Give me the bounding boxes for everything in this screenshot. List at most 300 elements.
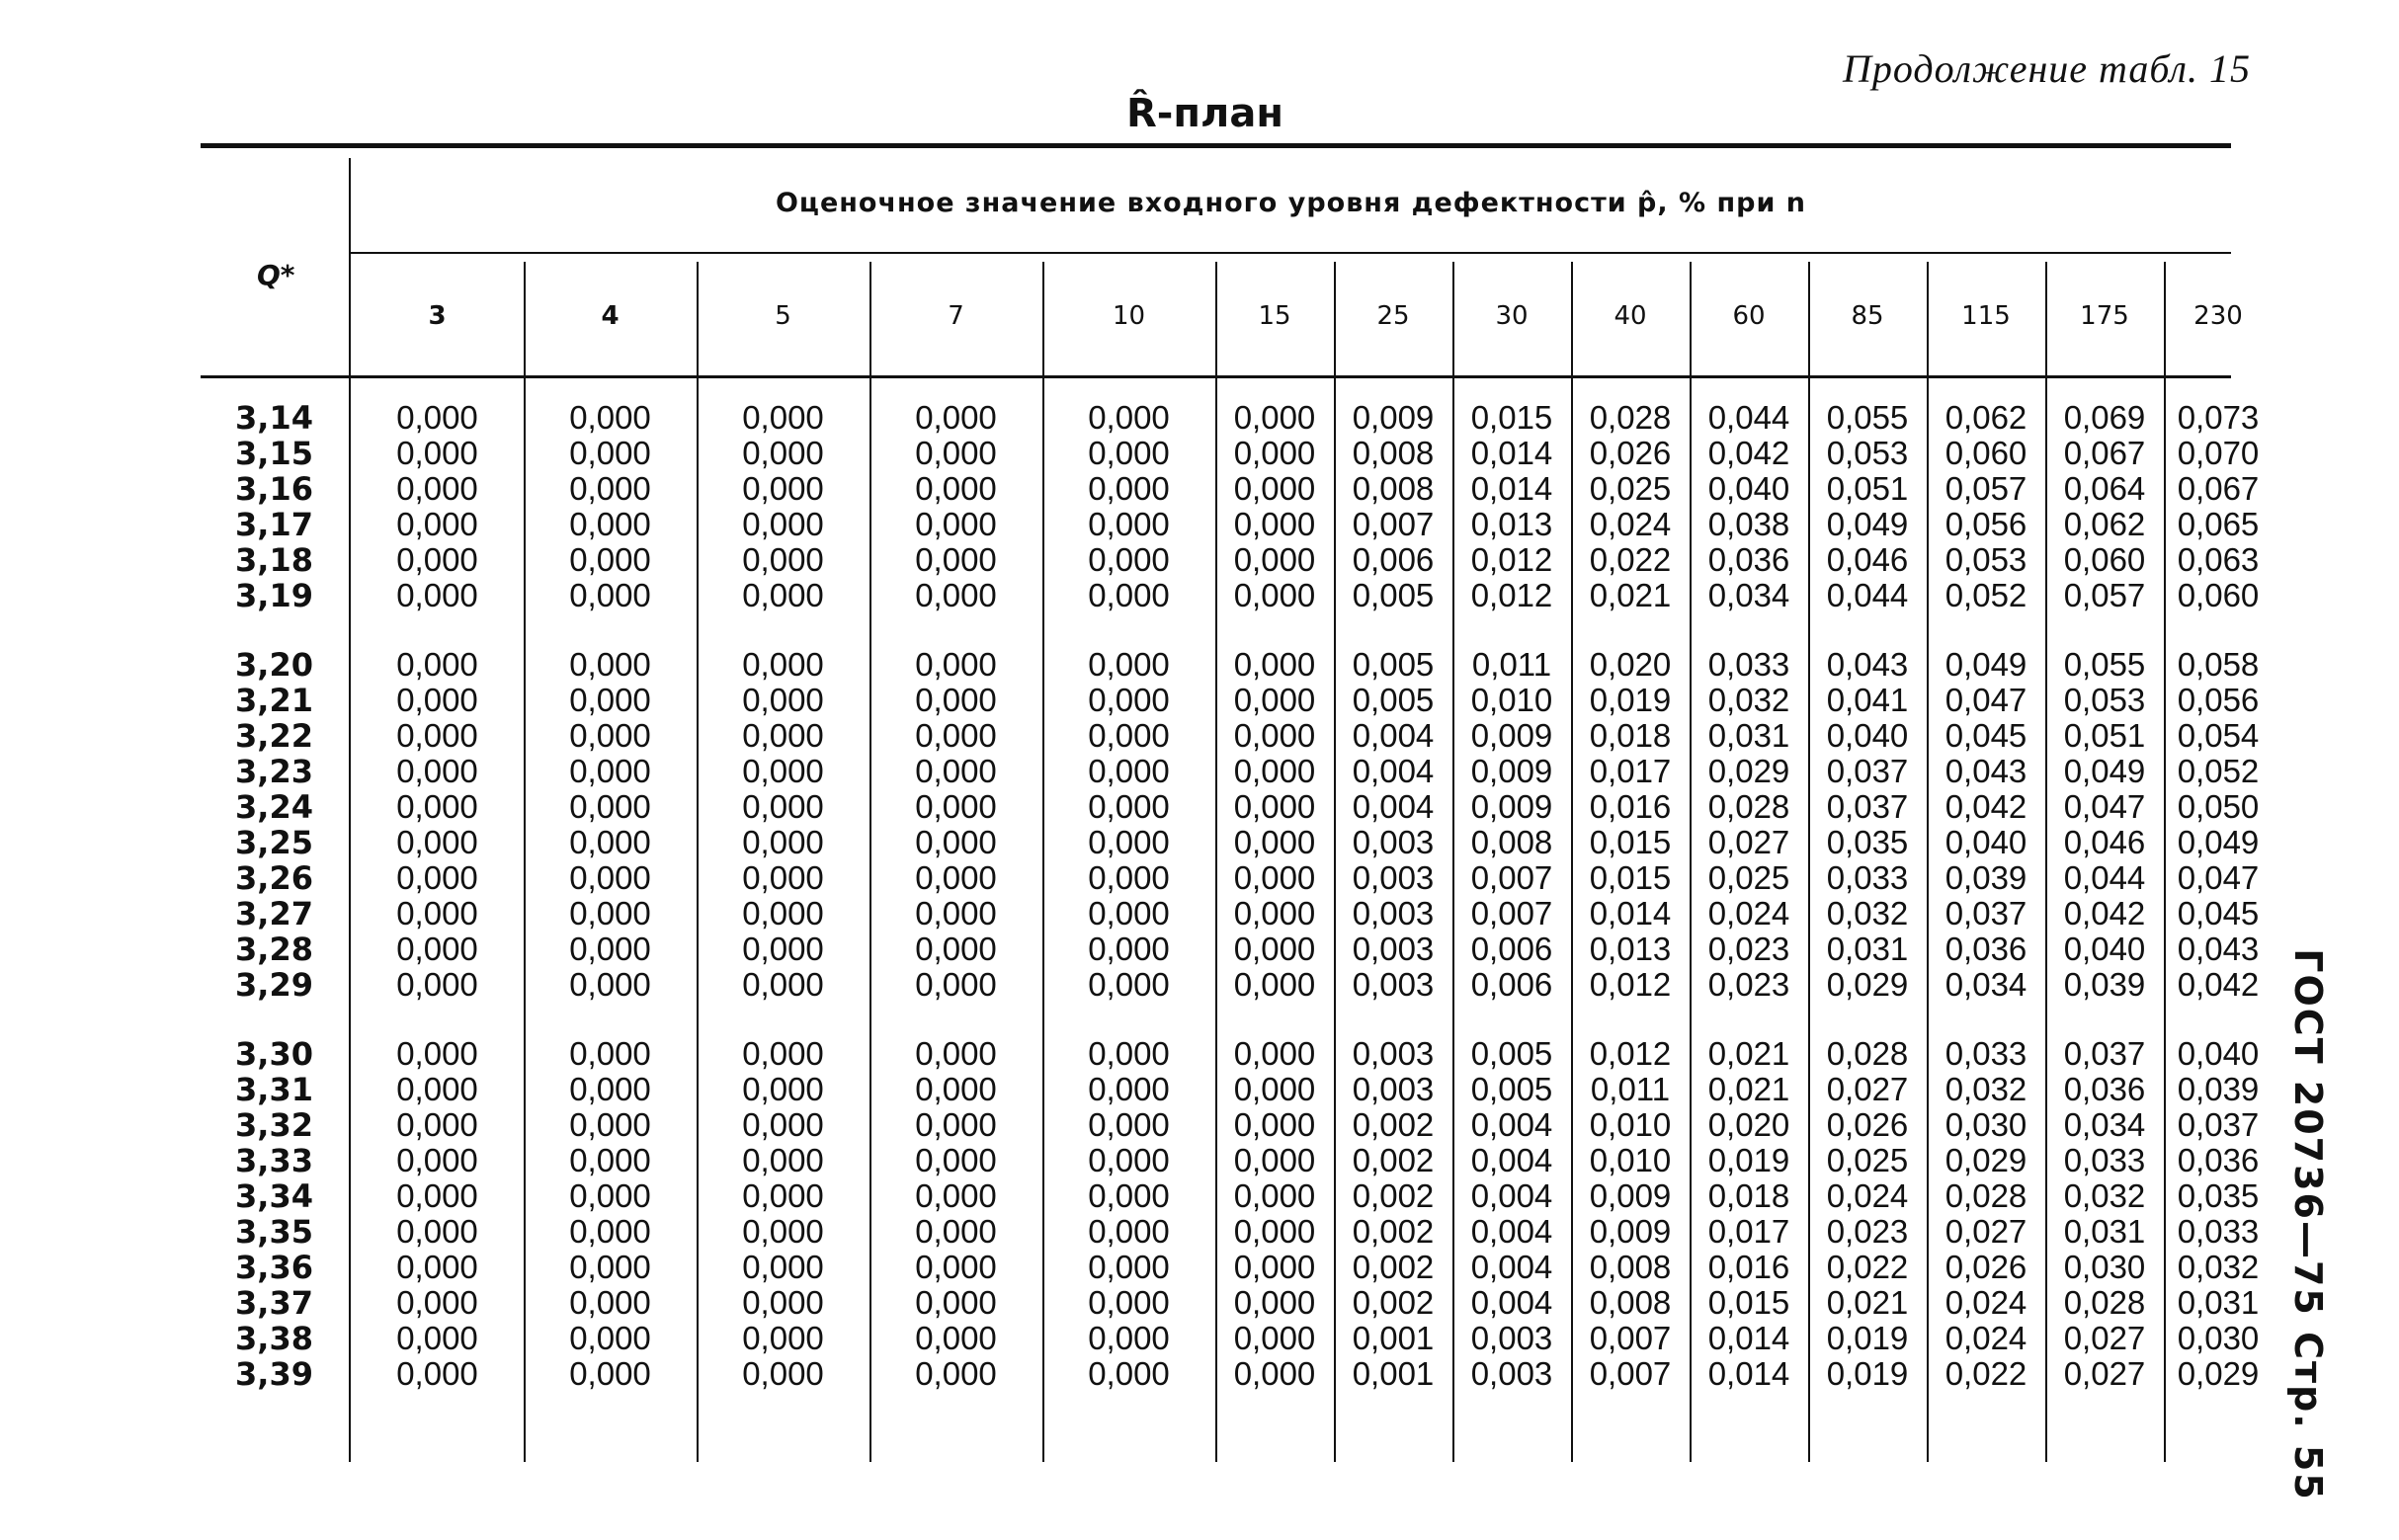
table-cell: 0,000 bbox=[1233, 1249, 1316, 1285]
table-cell: 0,000 bbox=[915, 541, 997, 578]
table-cell: 0,000 bbox=[915, 1177, 997, 1214]
table-cell: 0,000 bbox=[1088, 1177, 1170, 1214]
table-cell: 0,000 bbox=[1088, 1071, 1170, 1107]
table-cell: 0,004 bbox=[1470, 1177, 1553, 1214]
column-header: 3 bbox=[428, 301, 447, 331]
table-cell: 0,000 bbox=[569, 1071, 651, 1107]
table-cell: 0,067 bbox=[2063, 435, 2146, 471]
table-cell: 0,004 bbox=[1352, 788, 1435, 825]
table-cell: 0,014 bbox=[1707, 1355, 1790, 1392]
table-cell: 0,007 bbox=[1470, 895, 1553, 932]
table-cell: 0,023 bbox=[1707, 966, 1790, 1003]
table-cell: 0,000 bbox=[1088, 399, 1170, 436]
data-group bbox=[1571, 400, 1690, 613]
table-cell: 0,000 bbox=[742, 435, 824, 471]
table-cell: 0,043 bbox=[2177, 931, 2260, 967]
table-cell: 0,000 bbox=[1088, 1355, 1170, 1392]
data-column bbox=[1334, 400, 1452, 1392]
table-cell: 0,004 bbox=[1470, 1284, 1553, 1321]
table-cell: 0,020 bbox=[1589, 646, 1672, 683]
table-cell: 0,002 bbox=[1352, 1213, 1435, 1250]
table-cell: 0,025 bbox=[1707, 859, 1790, 896]
table-cell: 0,037 bbox=[1944, 895, 2027, 932]
table-cell: 0,029 bbox=[1707, 753, 1790, 789]
table-cell: 0,018 bbox=[1589, 717, 1672, 754]
data-group bbox=[1215, 647, 1334, 1003]
table-cell: 0,000 bbox=[1088, 435, 1170, 471]
table-cell: 0,014 bbox=[1470, 470, 1553, 507]
table-cell: 0,000 bbox=[742, 931, 824, 967]
table-cell: 0,013 bbox=[1589, 931, 1672, 967]
data-group bbox=[1042, 400, 1215, 613]
data-group bbox=[1334, 647, 1452, 1003]
table-cell: 0,069 bbox=[2063, 399, 2146, 436]
table-cell: 0,000 bbox=[396, 859, 478, 896]
table-cell: 0,000 bbox=[396, 577, 478, 613]
table-cell: 0,000 bbox=[1088, 859, 1170, 896]
table-cell: 0,000 bbox=[742, 753, 824, 789]
data-group bbox=[1452, 1036, 1571, 1392]
table-cell: 0,005 bbox=[1470, 1071, 1553, 1107]
table-cell: 0,000 bbox=[742, 470, 824, 507]
table-cell: 0,040 bbox=[2177, 1035, 2260, 1072]
table-cell: 0,000 bbox=[915, 966, 997, 1003]
table-cell: 0,000 bbox=[569, 824, 651, 860]
table-cell: 0,005 bbox=[1352, 682, 1435, 718]
table-cell: 0,000 bbox=[569, 541, 651, 578]
table-cell: 0,042 bbox=[1707, 435, 1790, 471]
table-cell: 0,007 bbox=[1589, 1320, 1672, 1356]
table-cell: 0,028 bbox=[1707, 788, 1790, 825]
table-cell: 0,024 bbox=[1826, 1177, 1909, 1214]
table-cell: 0,064 bbox=[2063, 470, 2146, 507]
table-cell: 0,049 bbox=[2177, 824, 2260, 860]
column-header: 30 bbox=[1495, 301, 1529, 331]
table-cell: 0,002 bbox=[1352, 1142, 1435, 1178]
table-cell: 0,000 bbox=[915, 1213, 997, 1250]
table-cell: 0,043 bbox=[1826, 646, 1909, 683]
data-group bbox=[2164, 400, 2273, 613]
table-cell: 0,000 bbox=[569, 1249, 651, 1285]
data-group bbox=[1927, 647, 2045, 1003]
table-cell: 0,000 bbox=[1088, 577, 1170, 613]
table-cell: 0,053 bbox=[2063, 682, 2146, 718]
table-cell: 0,062 bbox=[2063, 506, 2146, 542]
table-cell: 0,039 bbox=[2063, 966, 2146, 1003]
data-column bbox=[1927, 400, 2045, 1392]
table-cell: 0,040 bbox=[1944, 824, 2027, 860]
q-value: 3,39 bbox=[235, 1355, 313, 1393]
table-cell: 0,067 bbox=[2177, 470, 2260, 507]
column-header: 40 bbox=[1613, 301, 1647, 331]
data-group bbox=[1452, 400, 1571, 613]
table-cell: 0,003 bbox=[1352, 859, 1435, 896]
data-group bbox=[1215, 400, 1334, 613]
table-cell: 0,000 bbox=[915, 435, 997, 471]
table-cell: 0,000 bbox=[915, 1035, 997, 1072]
q-group bbox=[203, 1036, 346, 1392]
table-cell: 0,000 bbox=[1088, 1035, 1170, 1072]
table-cell: 0,000 bbox=[569, 682, 651, 718]
data-group bbox=[869, 647, 1042, 1003]
table-cell: 0,000 bbox=[1088, 753, 1170, 789]
table-cell: 0,014 bbox=[1470, 435, 1553, 471]
table-cell: 0,058 bbox=[2177, 646, 2260, 683]
q-value: 3,35 bbox=[235, 1213, 313, 1251]
table-cell: 0,036 bbox=[1944, 931, 2027, 967]
table-cell: 0,000 bbox=[915, 1106, 997, 1143]
table-cell: 0,060 bbox=[2063, 541, 2146, 578]
data-group bbox=[1690, 1036, 1808, 1392]
table-cell: 0,006 bbox=[1470, 966, 1553, 1003]
table-cell: 0,047 bbox=[2063, 788, 2146, 825]
table-cell: 0,043 bbox=[1944, 753, 2027, 789]
table-cell: 0,000 bbox=[396, 682, 478, 718]
table-cell: 0,026 bbox=[1944, 1249, 2027, 1285]
table-cell: 0,003 bbox=[1352, 966, 1435, 1003]
data-group bbox=[1571, 1036, 1690, 1392]
table-cell: 0,073 bbox=[2177, 399, 2260, 436]
table-cell: 0,019 bbox=[1826, 1320, 1909, 1356]
table-cell: 0,000 bbox=[396, 1213, 478, 1250]
table-cell: 0,000 bbox=[1233, 577, 1316, 613]
table-cell: 0,000 bbox=[396, 435, 478, 471]
table-cell: 0,052 bbox=[2177, 753, 2260, 789]
table-cell: 0,044 bbox=[1707, 399, 1790, 436]
table-cell: 0,000 bbox=[1233, 788, 1316, 825]
table-cell: 0,004 bbox=[1470, 1213, 1553, 1250]
table-cell: 0,008 bbox=[1589, 1284, 1672, 1321]
q-value: 3,28 bbox=[235, 931, 313, 968]
table-cell: 0,000 bbox=[915, 1071, 997, 1107]
table-cell: 0,022 bbox=[1826, 1249, 1909, 1285]
table-cell: 0,009 bbox=[1352, 399, 1435, 436]
table-cell: 0,000 bbox=[1233, 541, 1316, 578]
table-cell: 0,006 bbox=[1352, 541, 1435, 578]
table-cell: 0,000 bbox=[1233, 1142, 1316, 1178]
table-cell: 0,000 bbox=[1088, 541, 1170, 578]
table-cell: 0,010 bbox=[1589, 1142, 1672, 1178]
data-group bbox=[351, 400, 524, 613]
table-cell: 0,024 bbox=[1944, 1284, 2027, 1321]
table-cell: 0,000 bbox=[915, 788, 997, 825]
table-cell: 0,000 bbox=[1233, 966, 1316, 1003]
table-cell: 0,027 bbox=[1707, 824, 1790, 860]
data-group bbox=[2045, 1036, 2164, 1392]
table-cell: 0,007 bbox=[1470, 859, 1553, 896]
table-cell: 0,006 bbox=[1470, 931, 1553, 967]
table-cell: 0,000 bbox=[396, 541, 478, 578]
table-cell: 0,004 bbox=[1470, 1106, 1553, 1143]
table-cell: 0,036 bbox=[1707, 541, 1790, 578]
table-cell: 0,000 bbox=[569, 1177, 651, 1214]
data-group bbox=[2164, 1036, 2273, 1392]
table-cell: 0,031 bbox=[2063, 1213, 2146, 1250]
data-column bbox=[2164, 400, 2273, 1392]
table-cell: 0,018 bbox=[1707, 1177, 1790, 1214]
column-header: 10 bbox=[1112, 301, 1146, 331]
table-cell: 0,028 bbox=[2063, 1284, 2146, 1321]
table-cell: 0,004 bbox=[1470, 1249, 1553, 1285]
table-cell: 0,039 bbox=[1944, 859, 2027, 896]
table-cell: 0,000 bbox=[1233, 1320, 1316, 1356]
table-cell: 0,046 bbox=[2063, 824, 2146, 860]
table-cell: 0,020 bbox=[1707, 1106, 1790, 1143]
table-cell: 0,042 bbox=[2063, 895, 2146, 932]
table-cell: 0,000 bbox=[1088, 895, 1170, 932]
table-cell: 0,008 bbox=[1352, 435, 1435, 471]
data-group bbox=[524, 400, 697, 613]
table-cell: 0,000 bbox=[569, 399, 651, 436]
table-cell: 0,000 bbox=[1233, 1213, 1316, 1250]
table-cell: 0,031 bbox=[1707, 717, 1790, 754]
table-cell: 0,027 bbox=[2063, 1355, 2146, 1392]
table-cell: 0,003 bbox=[1352, 931, 1435, 967]
table-cell: 0,019 bbox=[1707, 1142, 1790, 1178]
table-cell: 0,000 bbox=[569, 470, 651, 507]
table-cell: 0,060 bbox=[2177, 577, 2260, 613]
table-cell: 0,000 bbox=[569, 895, 651, 932]
table-cell: 0,000 bbox=[569, 1213, 651, 1250]
data-group bbox=[869, 400, 1042, 613]
table-cell: 0,004 bbox=[1352, 717, 1435, 754]
table-cell: 0,032 bbox=[1826, 895, 1909, 932]
table-cell: 0,000 bbox=[396, 646, 478, 683]
q-value: 3,17 bbox=[235, 506, 313, 543]
q-value: 3,16 bbox=[235, 470, 313, 508]
table-cell: 0,000 bbox=[742, 1177, 824, 1214]
table-cell: 0,000 bbox=[915, 895, 997, 932]
table-cell: 0,000 bbox=[742, 1284, 824, 1321]
data-group bbox=[1452, 647, 1571, 1003]
data-column bbox=[1571, 400, 1690, 1392]
data-group bbox=[1927, 400, 2045, 613]
table-cell: 0,000 bbox=[742, 895, 824, 932]
table-cell: 0,037 bbox=[2063, 1035, 2146, 1072]
table-cell: 0,000 bbox=[742, 506, 824, 542]
table-cell: 0,002 bbox=[1352, 1284, 1435, 1321]
q-value: 3,20 bbox=[235, 646, 313, 684]
table-cell: 0,033 bbox=[2063, 1142, 2146, 1178]
table-cell: 0,000 bbox=[915, 577, 997, 613]
column-header: 7 bbox=[948, 301, 964, 331]
table-cell: 0,000 bbox=[915, 1142, 997, 1178]
table-cell: 0,055 bbox=[1826, 399, 1909, 436]
table-cell: 0,000 bbox=[915, 1320, 997, 1356]
table-cell: 0,000 bbox=[396, 1355, 478, 1392]
table-cell: 0,000 bbox=[1233, 753, 1316, 789]
table-cell: 0,000 bbox=[1233, 646, 1316, 683]
table-cell: 0,000 bbox=[1233, 506, 1316, 542]
table-cell: 0,000 bbox=[396, 1035, 478, 1072]
table-cell: 0,000 bbox=[915, 824, 997, 860]
table-cell: 0,028 bbox=[1944, 1177, 2027, 1214]
table-cell: 0,000 bbox=[396, 895, 478, 932]
table-cell: 0,000 bbox=[1233, 470, 1316, 507]
data-column bbox=[697, 400, 869, 1392]
table-cell: 0,027 bbox=[1944, 1213, 2027, 1250]
q-value: 3,33 bbox=[235, 1142, 313, 1179]
table-cell: 0,000 bbox=[915, 1284, 997, 1321]
table-cell: 0,033 bbox=[2177, 1213, 2260, 1250]
data-group bbox=[1571, 647, 1690, 1003]
table-cell: 0,032 bbox=[1707, 682, 1790, 718]
table-cell: 0,011 bbox=[1471, 646, 1552, 683]
table-cell: 0,010 bbox=[1470, 682, 1553, 718]
table-cell: 0,044 bbox=[1826, 577, 1909, 613]
q-column bbox=[203, 400, 346, 1392]
table-cell: 0,034 bbox=[1707, 577, 1790, 613]
table-cell: 0,042 bbox=[2177, 966, 2260, 1003]
table-cell: 0,030 bbox=[1944, 1106, 2027, 1143]
table-cell: 0,070 bbox=[2177, 435, 2260, 471]
data-column bbox=[1808, 400, 1927, 1392]
table-cell: 0,000 bbox=[742, 682, 824, 718]
table-cell: 0,057 bbox=[1944, 470, 2027, 507]
data-group bbox=[1808, 647, 1927, 1003]
table-cell: 0,000 bbox=[1088, 470, 1170, 507]
table-cell: 0,003 bbox=[1352, 1035, 1435, 1072]
data-column bbox=[1042, 400, 1215, 1392]
table-cell: 0,051 bbox=[1826, 470, 1909, 507]
table-cell: 0,000 bbox=[396, 1249, 478, 1285]
table-cell: 0,000 bbox=[1233, 895, 1316, 932]
data-group bbox=[1042, 647, 1215, 1003]
table-cell: 0,000 bbox=[569, 788, 651, 825]
table-cell: 0,026 bbox=[1589, 435, 1672, 471]
table-cell: 0,000 bbox=[742, 966, 824, 1003]
table-cell: 0,000 bbox=[742, 399, 824, 436]
table-title: R̂-план bbox=[1126, 91, 1283, 136]
data-group bbox=[351, 647, 524, 1003]
table-cell: 0,023 bbox=[1707, 931, 1790, 967]
table-cell: 0,028 bbox=[1589, 399, 1672, 436]
q-value: 3,15 bbox=[235, 435, 313, 472]
table-cell: 0,060 bbox=[1944, 435, 2027, 471]
table-cell: 0,000 bbox=[1233, 859, 1316, 896]
table-cell: 0,000 bbox=[1088, 646, 1170, 683]
table-cell: 0,008 bbox=[1470, 824, 1553, 860]
data-column bbox=[524, 400, 697, 1392]
table-cell: 0,000 bbox=[396, 717, 478, 754]
table-cell: 0,004 bbox=[1470, 1142, 1553, 1178]
data-group bbox=[351, 1036, 524, 1392]
table-cell: 0,000 bbox=[742, 1142, 824, 1178]
table-cell: 0,000 bbox=[396, 931, 478, 967]
q-value: 3,36 bbox=[235, 1249, 313, 1286]
table-cell: 0,000 bbox=[396, 788, 478, 825]
q-value: 3,34 bbox=[235, 1177, 313, 1215]
table-cell: 0,000 bbox=[1088, 931, 1170, 967]
q-value: 3,23 bbox=[235, 753, 313, 790]
table-cell: 0,000 bbox=[569, 931, 651, 967]
table-cell: 0,056 bbox=[2177, 682, 2260, 718]
table-cell: 0,037 bbox=[1826, 788, 1909, 825]
data-group bbox=[2045, 647, 2164, 1003]
data-group bbox=[1690, 647, 1808, 1003]
continuation-label: Продолжение табл. 15 bbox=[1842, 46, 2251, 91]
data-column bbox=[1690, 400, 1808, 1392]
table-cell: 0,000 bbox=[742, 646, 824, 683]
table-cell: 0,000 bbox=[915, 1355, 997, 1392]
table-cell: 0,021 bbox=[1707, 1035, 1790, 1072]
table-cell: 0,000 bbox=[396, 399, 478, 436]
q-value: 3,21 bbox=[235, 682, 313, 719]
table-cell: 0,047 bbox=[1944, 682, 2027, 718]
table-cell: 0,016 bbox=[1707, 1249, 1790, 1285]
column-header: 115 bbox=[1961, 301, 2011, 331]
table-cell: 0,000 bbox=[915, 717, 997, 754]
q-value: 3,25 bbox=[235, 824, 313, 861]
data-group bbox=[1690, 400, 1808, 613]
table-cell: 0,045 bbox=[1944, 717, 2027, 754]
table-cell: 0,007 bbox=[1589, 1355, 1672, 1392]
table-cell: 0,025 bbox=[1826, 1142, 1909, 1178]
table-cell: 0,000 bbox=[1233, 435, 1316, 471]
table-cell: 0,033 bbox=[1707, 646, 1790, 683]
table-cell: 0,024 bbox=[1707, 895, 1790, 932]
table-cell: 0,057 bbox=[2063, 577, 2146, 613]
table-cell: 0,000 bbox=[569, 577, 651, 613]
table-caption: Оценочное значение входного уровня дефектности p̂, % при n bbox=[775, 188, 1807, 218]
table-cell: 0,003 bbox=[1470, 1320, 1553, 1356]
table-cell: 0,000 bbox=[1088, 1106, 1170, 1143]
table-cell: 0,015 bbox=[1589, 859, 1672, 896]
table-cell: 0,054 bbox=[2177, 717, 2260, 754]
side-margin bbox=[2273, 948, 2344, 1501]
q-value: 3,19 bbox=[235, 577, 313, 614]
row-header-q: Q* bbox=[257, 259, 295, 291]
table-cell: 0,008 bbox=[1589, 1249, 1672, 1285]
table-cell: 0,017 bbox=[1707, 1213, 1790, 1250]
table-cell: 0,019 bbox=[1589, 682, 1672, 718]
table-cell: 0,000 bbox=[915, 859, 997, 896]
table-cell: 0,014 bbox=[1707, 1320, 1790, 1356]
table-cell: 0,000 bbox=[1088, 824, 1170, 860]
table-cell: 0,000 bbox=[396, 1142, 478, 1178]
table-cell: 0,000 bbox=[1233, 824, 1316, 860]
table-cell: 0,029 bbox=[2177, 1355, 2260, 1392]
table-cell: 0,040 bbox=[1826, 717, 1909, 754]
data-group bbox=[1808, 1036, 1927, 1392]
table-cell: 0,047 bbox=[2177, 859, 2260, 896]
data-group bbox=[2164, 647, 2273, 1003]
table-cell: 0,012 bbox=[1470, 541, 1553, 578]
table-cell: 0,002 bbox=[1352, 1249, 1435, 1285]
table-cell: 0,040 bbox=[1707, 470, 1790, 507]
q-value: 3,22 bbox=[235, 717, 313, 755]
table-cell: 0,000 bbox=[1088, 1320, 1170, 1356]
table-cell: 0,038 bbox=[1707, 506, 1790, 542]
table-cell: 0,034 bbox=[1944, 966, 2027, 1003]
table-cell: 0,034 bbox=[2063, 1106, 2146, 1143]
q-value: 3,32 bbox=[235, 1106, 313, 1144]
table-cell: 0,000 bbox=[569, 435, 651, 471]
q-group bbox=[203, 647, 346, 1003]
table-cell: 0,000 bbox=[742, 541, 824, 578]
data-group bbox=[1927, 1036, 2045, 1392]
table-cell: 0,030 bbox=[2177, 1320, 2260, 1356]
caption-rule bbox=[351, 252, 2231, 254]
table-cell: 0,000 bbox=[915, 753, 997, 789]
table-cell: 0,000 bbox=[1233, 1071, 1316, 1107]
table-cell: 0,000 bbox=[1233, 931, 1316, 967]
q-value: 3,31 bbox=[235, 1071, 313, 1108]
table-cell: 0,000 bbox=[396, 1177, 478, 1214]
column-header: 5 bbox=[775, 301, 791, 331]
table-cell: 0,051 bbox=[2063, 717, 2146, 754]
table-cell: 0,009 bbox=[1589, 1213, 1672, 1250]
